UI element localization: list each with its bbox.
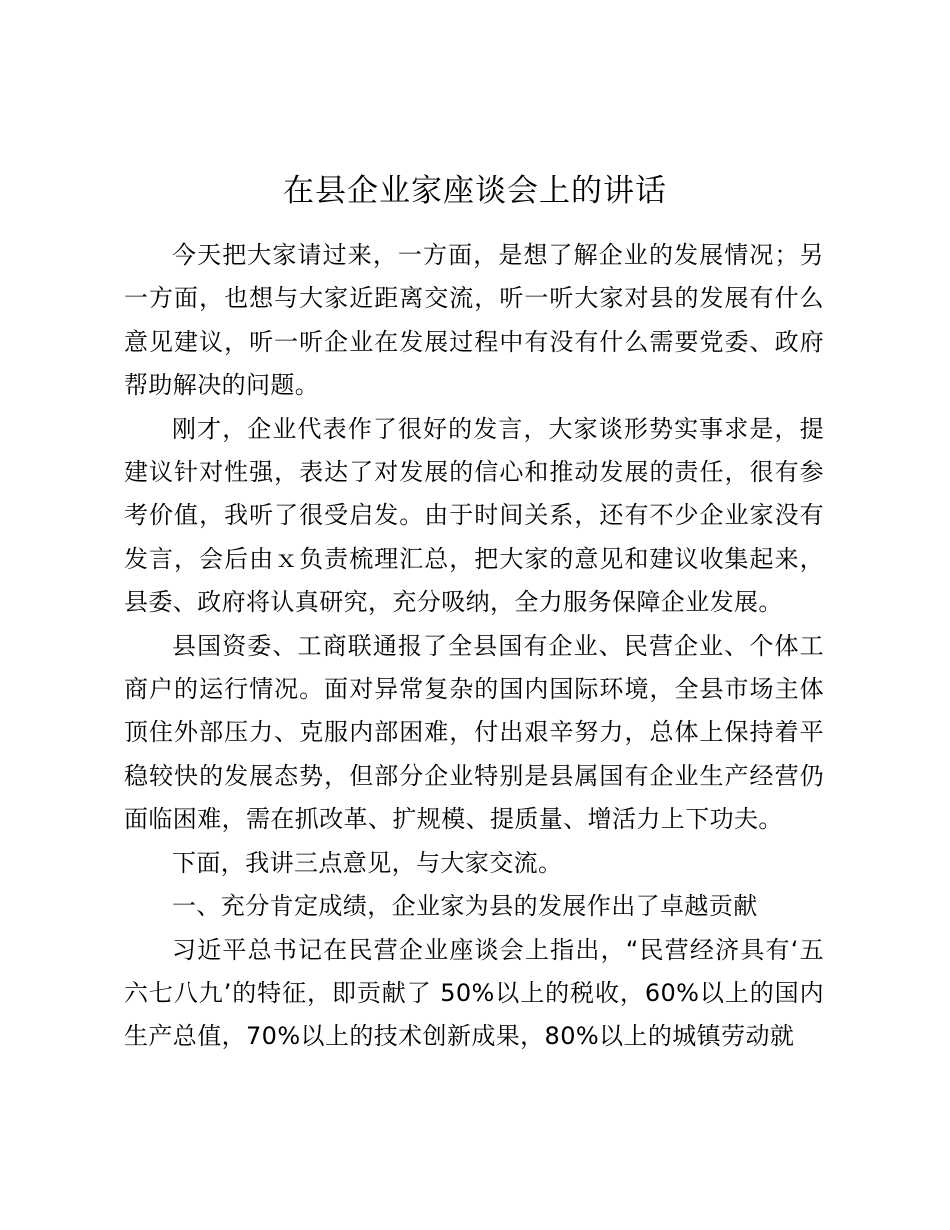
- document-body: [124, 234, 824, 1059]
- section-heading-1: 一、充分肯定成绩，企业家为县的发展作出了卓越贡献: [172, 892, 758, 921]
- paragraph-enterprise-status: 县国资委、工商联通报了全县国有企业、民营企业、个体工商户的运行情况。面对异常复杂的国内国际环境，全县市场主体顶住外部压力、克服内部困难，付出艰辛努力，总体上保持着平稳较快的发展态势，但部分企业特别是县属国有企业生产经营仍面临困难，需在抓改革、扩规模、提质量、增活力上下功夫。: [124, 631, 824, 834]
- document-title: 在县企业家座谈会上的讲话: [283, 173, 667, 209]
- paragraph-transition: 下面，我讲三点意见，与大家交流。: [172, 848, 563, 877]
- paragraph-quote: 习近平总书记在民营企业座谈会上指出，“民营经济具有‘五六七八九’的特征，即贡献了 50%以上的税收，60%以上的国内生产总值，70%以上的技术创新成果，80%以上的城镇劳动就: [124, 935, 824, 1051]
- paragraph-intro: 今天把大家请过来，一方面，是想了解企业的发展情况；另一方面，也想与大家近距离交流，听一听大家对县的发展有什么意见建议，听一听企业在发展过程中有没有什么需要党委、政府帮助解决的问题。: [124, 241, 824, 400]
- paragraph-representatives: 刚才，企业代表作了很好的发言，大家谈形势实事求是，提建议针对性强，表达了对发展的信心和推动发展的责任，很有参考价值，我听了很受启发。由于时间关系，还有不少企业家没有发言，会后由ｘ负责梳理汇总，把大家的意见和建议收集起来，县委、政府将认真研究，充分吸纳，全力服务保障企业发展。: [124, 414, 824, 617]
